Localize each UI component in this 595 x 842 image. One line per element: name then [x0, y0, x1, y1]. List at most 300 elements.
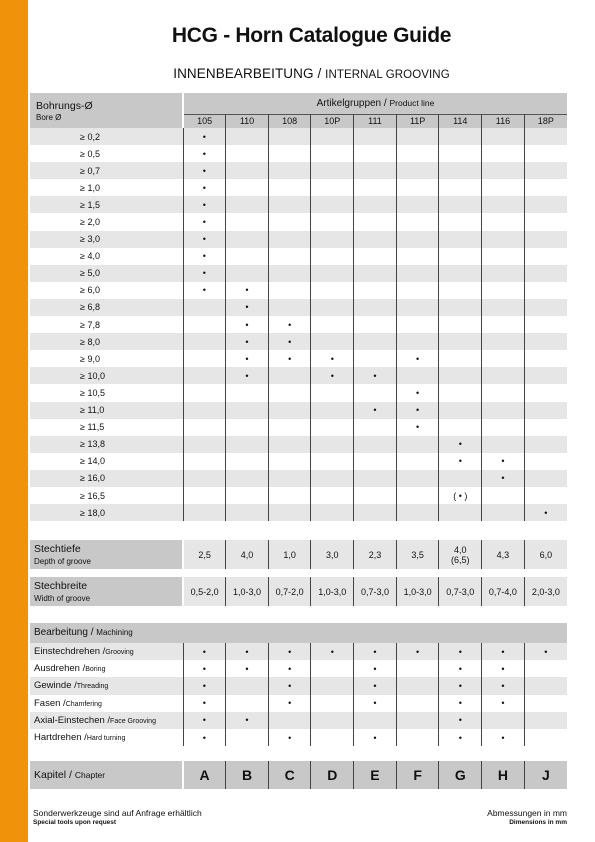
- machining-cell: [396, 660, 439, 677]
- bore-row: [30, 402, 567, 419]
- bore-cell: [396, 162, 439, 179]
- product-code-11P: 11P: [396, 114, 439, 128]
- bore-cell: [482, 299, 525, 316]
- bore-cell: [226, 145, 269, 162]
- bore-cell: [524, 162, 567, 179]
- bore-cell: [226, 196, 269, 213]
- bore-cell: [268, 487, 311, 504]
- bore-cell: [439, 265, 482, 282]
- machining-cell: [268, 712, 311, 729]
- machining-label-en: Grooving: [105, 649, 134, 657]
- bore-cell: •: [396, 419, 439, 436]
- bore-cell: •: [226, 282, 269, 299]
- machining-cell: [311, 695, 354, 712]
- bore-row: [30, 504, 567, 521]
- bore-cell: [183, 384, 226, 401]
- bore-cell: [482, 179, 525, 196]
- bore-cell: [524, 402, 567, 419]
- depth-number: 3,5: [411, 549, 424, 560]
- depth-value: [183, 540, 226, 569]
- bore-cell: [311, 265, 354, 282]
- bore-cell: •: [311, 350, 354, 367]
- bore-cell: ( • ): [439, 487, 482, 504]
- machining-cell: •: [482, 695, 525, 712]
- bore-cell: [226, 504, 269, 521]
- width-value: 1,0-3,0: [226, 577, 269, 606]
- width-table: [30, 577, 567, 606]
- bore-header-de: Bohrungs-Ø: [36, 99, 93, 112]
- bore-cell: [396, 213, 439, 230]
- bore-cell: [183, 470, 226, 487]
- bore-cell: [268, 402, 311, 419]
- bore-cell: •: [268, 316, 311, 333]
- bore-cell: [183, 367, 226, 384]
- depth-number: 6,0: [539, 549, 553, 560]
- chapter-letter: H: [482, 761, 525, 789]
- bore-cell: [396, 333, 439, 350]
- machining-row: [30, 695, 567, 712]
- bore-cell: [439, 213, 482, 230]
- machining-cell: •: [226, 660, 269, 677]
- bore-cell: [482, 282, 525, 299]
- machining-cell: •: [439, 712, 482, 729]
- footer-left: [33, 808, 202, 828]
- bore-cell: [226, 128, 269, 145]
- depth-value: [482, 540, 525, 569]
- bore-cell: [396, 504, 439, 521]
- bore-cell: [311, 453, 354, 470]
- bore-cell: [268, 419, 311, 436]
- bore-cell: [396, 487, 439, 504]
- bore-cell: •: [183, 196, 226, 213]
- bore-cell: [396, 316, 439, 333]
- bore-cell: [439, 299, 482, 316]
- bore-cell: [396, 179, 439, 196]
- bore-cell: [439, 282, 482, 299]
- bore-cell: [354, 487, 397, 504]
- bore-cell: [311, 504, 354, 521]
- width-value: 1,0-3,0: [396, 577, 439, 606]
- bore-cell: [439, 162, 482, 179]
- bore-cell: [226, 179, 269, 196]
- machining-header-en: Machining: [96, 628, 133, 637]
- bore-cell: [311, 402, 354, 419]
- depth-extra: (6,5): [451, 554, 470, 565]
- bore-cell: [439, 367, 482, 384]
- machining-label: [30, 643, 183, 660]
- product-line-header: [183, 93, 567, 114]
- bore-cell: [311, 299, 354, 316]
- bore-cell: [524, 333, 567, 350]
- bore-cell: [396, 145, 439, 162]
- bore-cell: [524, 367, 567, 384]
- bore-cell: [354, 282, 397, 299]
- bore-cell: [354, 436, 397, 453]
- bore-cell: [396, 470, 439, 487]
- depth-number: 1,0: [283, 549, 296, 560]
- bore-cell: [524, 316, 567, 333]
- bore-cell: [439, 145, 482, 162]
- machining-cell: •: [354, 677, 397, 694]
- width-label-en: Width of groove: [34, 594, 91, 603]
- bore-row: [30, 282, 567, 299]
- bore-cell: [482, 487, 525, 504]
- bore-cell: [226, 419, 269, 436]
- bore-cell: [354, 419, 397, 436]
- bore-cell: [268, 453, 311, 470]
- bore-cell: [482, 231, 525, 248]
- chapter-label-de: Kapitel /: [34, 769, 72, 781]
- bore-cell: [482, 350, 525, 367]
- footer-right-en: Dimensions in mm: [509, 819, 567, 826]
- product-code-10P: 10P: [311, 114, 354, 128]
- machining-cell: •: [439, 677, 482, 694]
- bore-cell: [268, 282, 311, 299]
- bore-cell: [482, 384, 525, 401]
- bore-value: ≥ 8,0: [30, 333, 183, 350]
- bore-row: [30, 436, 567, 453]
- machining-label: [30, 660, 183, 677]
- bore-cell: [183, 504, 226, 521]
- product-code-116: 116: [482, 114, 525, 128]
- machining-cell: •: [183, 660, 226, 677]
- bore-value: ≥ 2,0: [30, 213, 183, 230]
- machining-label: [30, 677, 183, 694]
- bore-cell: [354, 179, 397, 196]
- bore-cell: [524, 196, 567, 213]
- depth-table: [30, 540, 567, 569]
- machining-cell: •: [183, 695, 226, 712]
- bore-cell: [354, 316, 397, 333]
- width-label: [30, 577, 183, 606]
- bore-cell: [268, 196, 311, 213]
- machining-row: [30, 712, 567, 729]
- bore-cell: [524, 419, 567, 436]
- bore-cell: •: [268, 350, 311, 367]
- machining-label: [30, 712, 183, 729]
- machining-cell: •: [482, 643, 525, 660]
- footer-right-de: Abmessungen in mm: [487, 808, 567, 818]
- footer-left-de: Sonderwerkzeuge sind auf Anfrage erhältlich: [33, 808, 202, 818]
- bore-cell: [311, 231, 354, 248]
- bore-cell: [311, 162, 354, 179]
- bore-cell: [268, 231, 311, 248]
- depth-value: [439, 540, 482, 569]
- bore-cell: [354, 299, 397, 316]
- bore-cell: •: [183, 179, 226, 196]
- bore-cell: •: [183, 248, 226, 265]
- bore-cell: [183, 350, 226, 367]
- bore-cell: [268, 179, 311, 196]
- bore-cell: [439, 333, 482, 350]
- machining-cell: [311, 729, 354, 746]
- bore-cell: [268, 265, 311, 282]
- width-value: 0,7-3,0: [354, 577, 397, 606]
- depth-label-en: Depth of groove: [34, 557, 91, 566]
- bore-cell: [524, 248, 567, 265]
- bore-value: ≥ 3,0: [30, 231, 183, 248]
- page-subtitle: [28, 66, 595, 81]
- bore-cell: [311, 316, 354, 333]
- bore-cell: [311, 145, 354, 162]
- bore-cell: [311, 196, 354, 213]
- bore-cell: [482, 145, 525, 162]
- bore-cell: [183, 333, 226, 350]
- machining-label-en: Chamfering: [65, 700, 102, 708]
- bore-cell: [226, 384, 269, 401]
- machining-cell: •: [268, 643, 311, 660]
- bore-cell: [354, 162, 397, 179]
- bore-value: ≥ 7,8: [30, 316, 183, 333]
- machining-cell: [524, 677, 567, 694]
- bore-cell: •: [396, 384, 439, 401]
- bore-cell: [524, 487, 567, 504]
- bore-cell: [226, 470, 269, 487]
- bore-value: ≥ 0,7: [30, 162, 183, 179]
- product-line-en: Product line: [389, 97, 435, 108]
- bore-row: [30, 333, 567, 350]
- bore-cell: [439, 248, 482, 265]
- bore-cell: [183, 316, 226, 333]
- bore-cell: [439, 231, 482, 248]
- machining-cell: •: [482, 677, 525, 694]
- machining-cell: •: [354, 660, 397, 677]
- depth-value: [524, 540, 567, 569]
- bore-cell: [226, 402, 269, 419]
- machining-label-de: Axial-Einstechen /: [34, 714, 111, 726]
- machining-cell: •: [226, 643, 269, 660]
- bore-cell: •: [396, 350, 439, 367]
- bore-row: [30, 453, 567, 470]
- bore-cell: [183, 419, 226, 436]
- bore-cell: [311, 436, 354, 453]
- bore-cell: [482, 196, 525, 213]
- product-code-108: 108: [268, 114, 311, 128]
- machining-cell: [354, 712, 397, 729]
- chapter-letter: A: [183, 761, 226, 789]
- width-value: 1,0-3,0: [311, 577, 354, 606]
- machining-cell: •: [183, 729, 226, 746]
- depth-number: 2,3: [368, 549, 382, 560]
- machining-cell: [311, 660, 354, 677]
- bore-value: ≥ 13,8: [30, 436, 183, 453]
- bore-cell: •: [482, 453, 525, 470]
- bore-cell: [226, 213, 269, 230]
- machining-cell: •: [183, 677, 226, 694]
- bore-row: [30, 350, 567, 367]
- bore-row: [30, 470, 567, 487]
- machining-label: [30, 729, 183, 746]
- machining-cell: [524, 695, 567, 712]
- bore-row: [30, 316, 567, 333]
- bore-cell: [354, 265, 397, 282]
- bore-value: ≥ 18,0: [30, 504, 183, 521]
- machining-cell: [396, 729, 439, 746]
- bore-cell: [226, 248, 269, 265]
- bore-value: ≥ 11,0: [30, 402, 183, 419]
- bore-cell: [311, 487, 354, 504]
- bore-cell: [396, 248, 439, 265]
- chapter-letter: B: [226, 761, 269, 789]
- bore-cell: [482, 367, 525, 384]
- bore-cell: •: [183, 213, 226, 230]
- bore-cell: [396, 299, 439, 316]
- bore-value: ≥ 10,0: [30, 367, 183, 384]
- bore-cell: •: [482, 470, 525, 487]
- orange-side-bar: [0, 0, 28, 842]
- bore-value: ≥ 0,2: [30, 128, 183, 145]
- machining-cell: [226, 677, 269, 694]
- bore-cell: [482, 316, 525, 333]
- bore-cell: [439, 504, 482, 521]
- bore-cell: [268, 213, 311, 230]
- bore-cell: [226, 162, 269, 179]
- width-value: 0,5-2,0: [183, 577, 226, 606]
- depth-number: 4,0: [240, 549, 254, 560]
- machining-cell: [396, 712, 439, 729]
- bore-row: [30, 128, 567, 145]
- machining-cell: •: [439, 729, 482, 746]
- chapter-label: [30, 761, 183, 789]
- bore-cell: [524, 470, 567, 487]
- bore-cell: [311, 248, 354, 265]
- bore-cell: [396, 367, 439, 384]
- bore-row: [30, 419, 567, 436]
- depth-number: 4,0: [454, 544, 467, 555]
- page-title: HCG - Horn Catalogue Guide: [171, 24, 452, 47]
- depth-number: 3,0: [326, 549, 339, 560]
- machining-cell: [226, 729, 269, 746]
- machining-cell: •: [226, 712, 269, 729]
- bore-cell: •: [226, 299, 269, 316]
- bore-cell: [396, 265, 439, 282]
- bore-value: ≥ 16,0: [30, 470, 183, 487]
- bore-cell: [439, 419, 482, 436]
- machining-cell: •: [439, 643, 482, 660]
- width-label-de: Stechbreite: [34, 580, 88, 592]
- machining-cell: •: [354, 695, 397, 712]
- bore-cell: [268, 384, 311, 401]
- bore-cell: [311, 282, 354, 299]
- bore-cell: [268, 470, 311, 487]
- bore-cell: [268, 145, 311, 162]
- bore-cell: [524, 179, 567, 196]
- machining-label-de: Hartdrehen /: [34, 732, 87, 744]
- depth-value: [396, 540, 439, 569]
- product-code-110: 110: [226, 114, 269, 128]
- depth-value: [354, 540, 397, 569]
- machining-label-en: Hard turning: [86, 735, 126, 743]
- machining-row: [30, 677, 567, 694]
- machining-row: [30, 729, 567, 746]
- bore-row: [30, 231, 567, 248]
- bore-cell: [439, 179, 482, 196]
- machining-cell: [396, 695, 439, 712]
- bore-cell: [183, 299, 226, 316]
- bore-cell: [354, 196, 397, 213]
- bore-row: [30, 299, 567, 316]
- subtitle-en: INTERNAL GROOVING: [325, 69, 450, 81]
- bore-cell: [439, 196, 482, 213]
- bore-cell: [524, 213, 567, 230]
- bore-cell: •: [226, 333, 269, 350]
- bore-cell: [396, 282, 439, 299]
- machining-cell: [396, 677, 439, 694]
- machining-label: [30, 695, 183, 712]
- bore-value: ≥ 6,8: [30, 299, 183, 316]
- chapter-letter: C: [268, 761, 311, 789]
- bore-cell: •: [226, 367, 269, 384]
- product-code-114: 114: [439, 114, 482, 128]
- bore-cell: [396, 128, 439, 145]
- bore-cell: [524, 282, 567, 299]
- machining-cell: [311, 677, 354, 694]
- bore-cell: [183, 436, 226, 453]
- bore-cell: [482, 333, 525, 350]
- bore-cell: •: [183, 145, 226, 162]
- bore-cell: [439, 128, 482, 145]
- bore-cell: [311, 333, 354, 350]
- machining-header: [30, 623, 567, 643]
- bore-cell: [439, 402, 482, 419]
- bore-cell: [396, 196, 439, 213]
- bore-cell: •: [354, 402, 397, 419]
- bore-cell: [226, 453, 269, 470]
- bore-cell: [482, 128, 525, 145]
- bore-cell: [311, 384, 354, 401]
- machining-cell: •: [268, 695, 311, 712]
- bore-cell: •: [354, 367, 397, 384]
- footer-right: [487, 808, 567, 828]
- bore-cell: [354, 453, 397, 470]
- bore-cell: •: [439, 436, 482, 453]
- machining-cell: •: [354, 729, 397, 746]
- bore-cell: [354, 145, 397, 162]
- bore-cell: [396, 436, 439, 453]
- chapter-label-en: Chapter: [74, 770, 106, 780]
- bore-value: ≥ 9,0: [30, 350, 183, 367]
- machining-label-en: Boring: [85, 666, 106, 674]
- bore-cell: [354, 350, 397, 367]
- bore-cell: [354, 470, 397, 487]
- bore-table: [30, 93, 567, 521]
- bore-cell: •: [183, 162, 226, 179]
- width-value: 2,0-3,0: [524, 577, 567, 606]
- bore-cell: •: [311, 367, 354, 384]
- machining-cell: •: [268, 729, 311, 746]
- machining-cell: •: [396, 643, 439, 660]
- bore-row: [30, 213, 567, 230]
- bore-cell: [482, 248, 525, 265]
- machining-cell: [524, 729, 567, 746]
- bore-cell: •: [226, 350, 269, 367]
- machining-cell: •: [354, 643, 397, 660]
- bore-header-en: Bore Ø: [36, 112, 62, 122]
- chapter-letter: D: [311, 761, 354, 789]
- machining-cell: •: [311, 643, 354, 660]
- bore-cell: [482, 436, 525, 453]
- bore-cell: [524, 299, 567, 316]
- machining-cell: •: [183, 712, 226, 729]
- bore-cell: [524, 128, 567, 145]
- bore-cell: [354, 504, 397, 521]
- bore-value: ≥ 6,0: [30, 282, 183, 299]
- bore-value: ≥ 11,5: [30, 419, 183, 436]
- machining-cell: •: [482, 729, 525, 746]
- bore-cell: [396, 231, 439, 248]
- bore-cell: •: [396, 402, 439, 419]
- bore-cell: [311, 179, 354, 196]
